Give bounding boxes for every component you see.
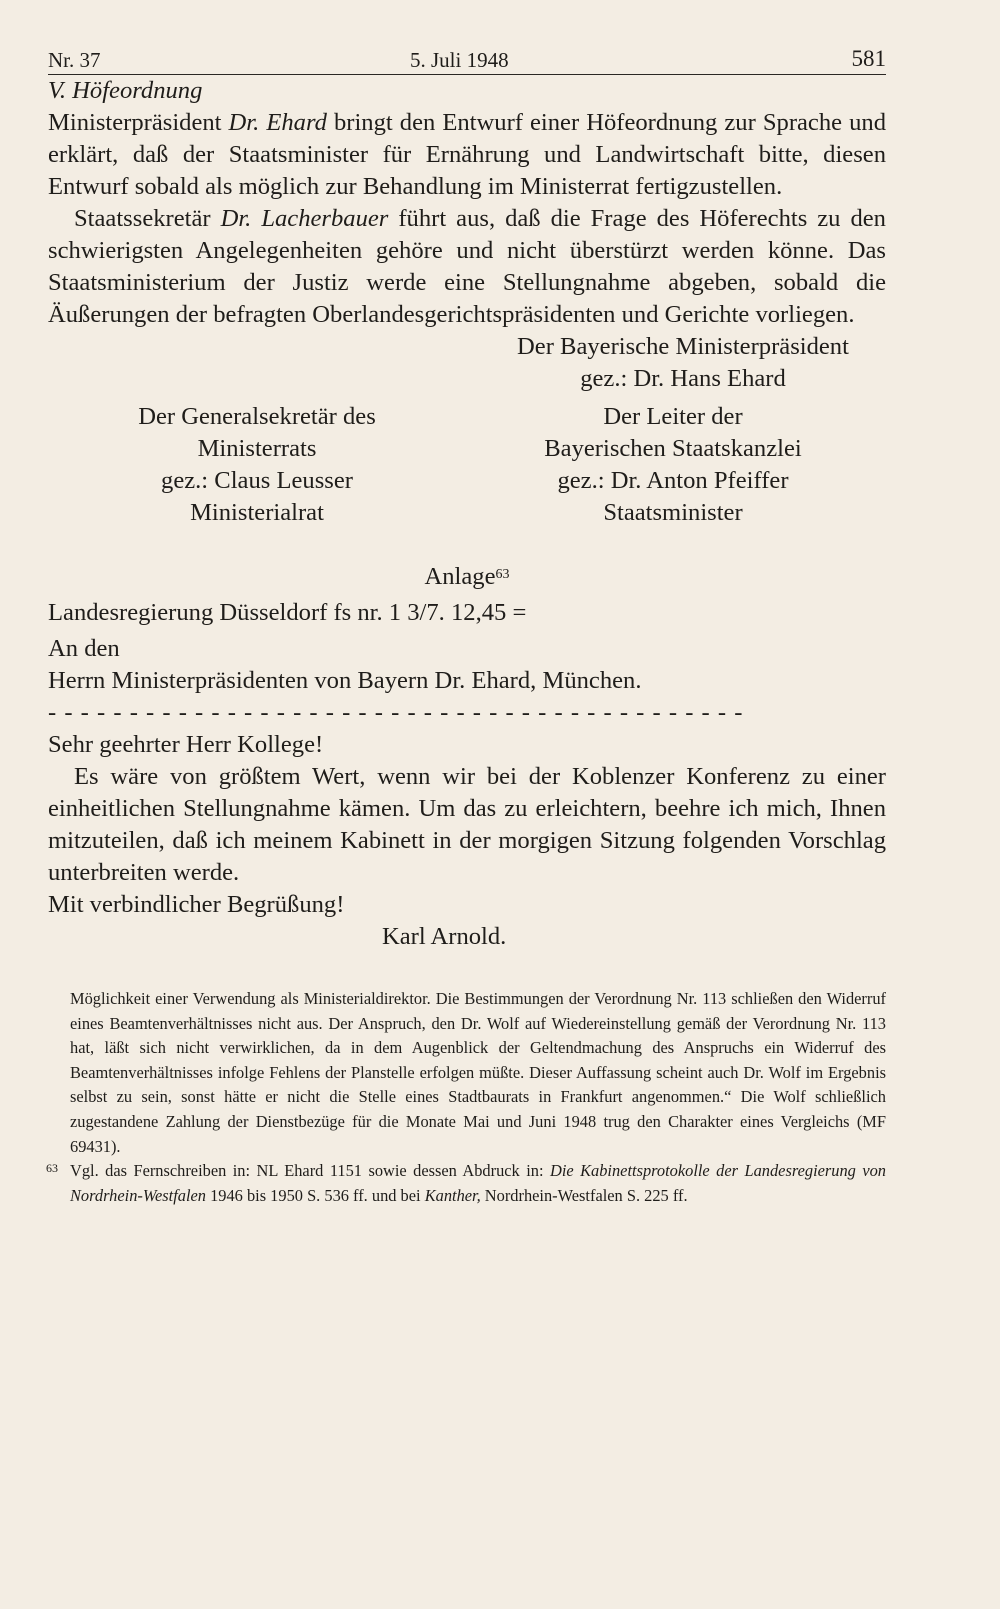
footnote-ref: 63 xyxy=(495,567,510,582)
signature-line: gez.: Claus Leusser xyxy=(161,467,353,494)
text-segment: Nordrhein-Westfalen S. 225 ff. xyxy=(480,1185,688,1205)
section-title: V. Höfeordnung xyxy=(48,77,203,104)
dashed-separator: - - - - - - - - - - - - - - - - - - - - - - - - - - - - - - - - - - - - - - - - - - - xyxy=(48,699,744,726)
text-segment: Vgl. das Fernschreiben in: NL Ehard 1151 sowie dessen Abdruck in: xyxy=(70,1161,550,1181)
telegram-salutation: Sehr geehrter Herr Kollege! xyxy=(48,731,324,758)
signature-block xyxy=(48,401,886,531)
issue-number: Nr. 37 xyxy=(48,48,101,72)
text-segment: Staatssekretär xyxy=(74,205,221,232)
signature-line: Der Generalsekretär des xyxy=(138,403,376,430)
anlage-heading xyxy=(48,561,886,593)
telegram-recipient: Herrn Ministerpräsidenten von Bayern Dr. Ehard, München. xyxy=(48,667,642,694)
signature-line: Ministerrats xyxy=(197,435,317,462)
footnote-continuation: Möglichkeit einer Verwendung als Ministerialdirektor. Die Bestimmungen der Verordnung Nr. 113 schließen den Widerruf eines Beamtenverhältnisses nicht aus. Der Anspruch, den Dr. Wolf auf Wiedereinstellung gemäß der Verordnung Nr. 113 hat, läßt sich nicht verwirklichen, da in dem Augenblick der Geltendmachung des Anspruchs ein Widerruf des Beamtenverhältnisses infolge Fehlens der Planstelle erfolgen müßte. Dieser Auffassung scheint auch Dr. Wolf im Ergebnis selbst zu sein, sonst hätte er nicht die Stelle eines Stadtbaurats in Frankfurt angenommen.“ Die Wolf schließlich zugestandene Zahlung der Dienstbezüge für die Monate Mai und Juni 1948 trug den Charakter eines Vergleichs (MF 69431). xyxy=(70,989,886,1156)
text-segment: führt aus, daß die Frage des Höferechts zu den schwierigsten Angelegenheiten gehöre und nicht überstürzt werden könne. Das Staatsministerium der Justiz werde eine Stellungnahme abgeben, sobald die Äußerungen der befragten Oberlandesgerichtspräsidenten und Gerichte vorliegen. xyxy=(48,205,886,328)
signature-line: Der Leiter der xyxy=(603,403,743,430)
document-body xyxy=(48,75,886,953)
footnotes xyxy=(48,987,886,1208)
signature-line: Staatsminister xyxy=(603,499,743,526)
signature-generalsekretaer xyxy=(92,401,422,529)
signature-line: Bayerischen Staatskanzlei xyxy=(544,435,802,462)
citation-author: Kanther, xyxy=(424,1185,481,1205)
page-number: 581 xyxy=(851,46,886,71)
anlage-label: Anlage xyxy=(424,563,496,590)
signature-title: Der Bayerische Ministerpräsident xyxy=(517,333,849,360)
text-segment: bringt den Entwurf einer Höfeordnung zur Sprache und erklärt, daß der Staatsminister für Ernährung und Landwirtschaft bitte, diesen Entwurf sobald als möglich zur Behandlung im Ministerrat fertigzustellen. xyxy=(48,109,886,200)
telegram-address-line: An den xyxy=(48,635,120,662)
paragraph-ehard xyxy=(48,107,886,203)
footnote-number: 63 xyxy=(46,1161,58,1176)
header-date: 5. Juli 1948 xyxy=(410,48,509,72)
signature-staatskanzlei xyxy=(508,401,838,529)
person-name: Dr. Lacherbauer xyxy=(220,205,389,232)
signature-line: gez.: Dr. Anton Pfeiffer xyxy=(557,467,789,494)
signature-name: gez.: Dr. Hans Ehard xyxy=(580,365,786,392)
telegram-body: Es wäre von größtem Wert, wenn wir bei der Koblenzer Konferenz zu einer einheitlichen Stellungnahme kämen. Um das zu erleichtern, beehre ich mich, Ihnen mitzuteilen, daß ich meinem Kabinett in der morgigen Sitzung folgenden Vorschlag unterbreiten werde. xyxy=(48,763,886,886)
telegram-closing: Mit verbindlicher Begrüßung! xyxy=(48,891,345,918)
signature-line: Ministerialrat xyxy=(190,499,324,526)
paragraph-lacherbauer xyxy=(48,203,886,331)
telegram-header: Landesregierung Düsseldorf fs nr. 1 3/7. 12,45 = xyxy=(48,599,527,626)
signature-ministerpraesident xyxy=(488,331,878,395)
page-header xyxy=(48,40,886,75)
footnote-63 xyxy=(48,1159,886,1208)
citation-title: Die Kabinettsprotokolle der Landesregierung von Nordrhein-Westfalen xyxy=(70,1161,886,1205)
text-segment: Ministerpräsident xyxy=(48,109,229,136)
telegram-signer: Karl Arnold. xyxy=(382,923,507,950)
text-segment: 1946 bis 1950 S. 536 ff. und bei xyxy=(205,1185,425,1205)
document-page xyxy=(48,40,886,1208)
person-name: Dr. Ehard xyxy=(228,109,327,136)
